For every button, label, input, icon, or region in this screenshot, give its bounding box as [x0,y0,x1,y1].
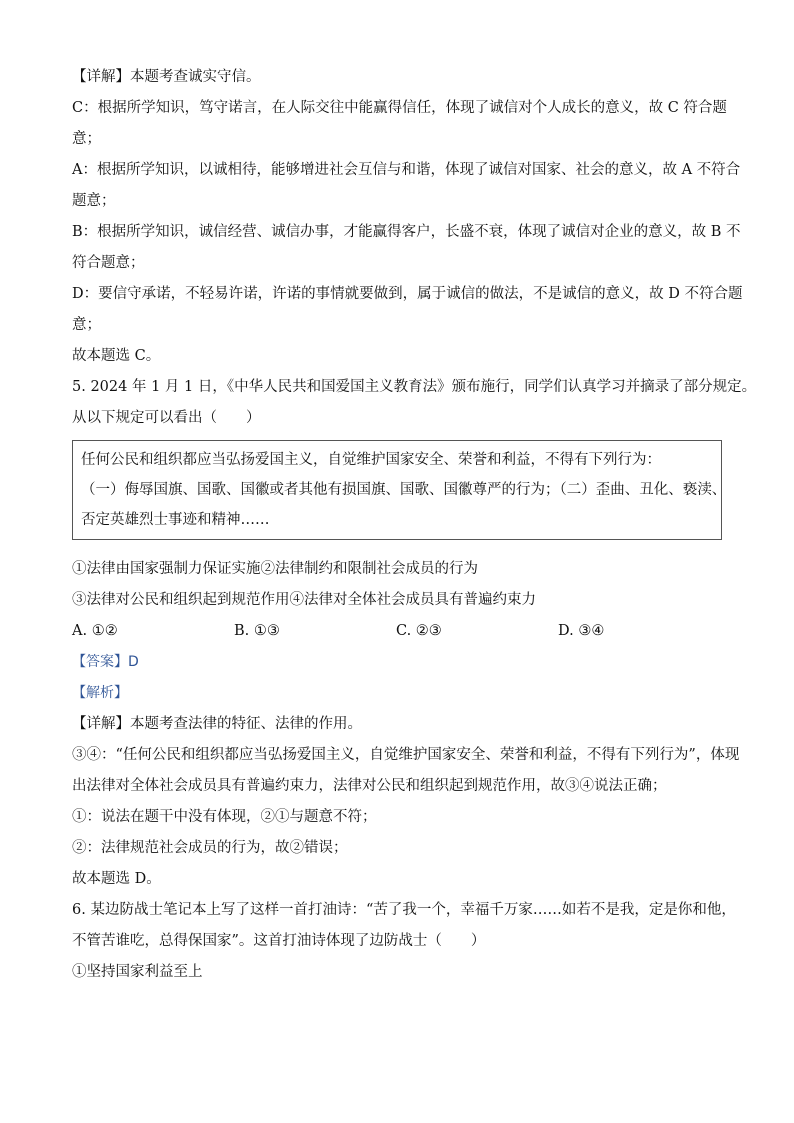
explanation-line: 出法律对全体社会成员具有普遍约束力，法律对公民和组织起到规范作用，故③④说法正确； [72,778,667,794]
statement-line: ③法律对公民和组织起到规范作用④法律对全体社会成员具有普遍约束力 [72,592,536,608]
prev-detail-heading: 【详解】本题考查诚实守信。 [72,69,261,85]
law-excerpt-box [72,440,727,540]
law-excerpt-line: 任何公民和组织都应当弘扬爱国主义，自觉维护国家安全、荣誉和利益，不得有下列行为： [81,452,661,468]
question-5-stem: 从以下规定可以看出（ ） [72,410,261,426]
answer-label: 【答案】D [72,654,139,670]
prev-explanation-line: 意； [72,317,101,333]
option-a: A. ①② [72,623,118,639]
question-6-stem: 6. 某边防战士笔记本上写了这样一首打油诗：“苦了我一个，幸福千万家……如若不是我，定是你和他， [72,902,736,918]
prev-explanation-line: B：根据所学知识，诚信经营、诚信办事，才能赢得客户，长盛不衰，体现了诚信对企业的意义，故 B 不 [72,224,741,240]
detail-heading: 【详解】本题考查法律的特征、法律的作用。 [72,716,362,732]
law-excerpt-line: 否定英雄烈士事迹和精神…… [81,512,270,528]
answer-options [72,616,724,647]
option-d: D. ③④ [558,623,605,639]
explanation-line: ①：说法在题干中没有体现，②①与题意不符； [72,809,377,825]
explanation-line: ②：法律规范社会成员的行为，故②错误； [72,840,348,856]
question-6-stem: 不管苦谁吃，总得保国家”。这首打油诗体现了边防战士（ ） [72,933,486,949]
law-excerpt-line: （一）侮辱国旗、国歌、国徽或者其他有损国旗、国歌、国徽尊严的行为；（二）歪曲、丑化、亵渎、 [81,482,727,498]
option-b: B. ①③ [234,623,280,639]
conclusion-line: 故本题选 D。 [72,871,161,887]
prev-explanation-line: A：根据所学知识，以诚相待，能够增进社会互信与和谐，体现了诚信对国家、社会的意义，故 A 不符合 [72,162,741,178]
question-5-stem: 5. 2024 年 1 月 1 日，《中华人民共和国爱国主义教育法》颁布施行，同学们认真学习并摘录了部分规定。 [72,379,757,395]
document-page [72,62,757,988]
statement-line: ①法律由国家强制力保证实施②法律制约和限制社会成员的行为 [72,561,478,577]
prev-conclusion: 故本题选 C。 [72,348,161,364]
option-c: C. ②③ [396,623,442,639]
explanation-line: ③④：“任何公民和组织都应当弘扬爱国主义，自觉维护国家安全、荣誉和利益，不得有下列行为”，体现 [72,747,740,763]
statement-line: ①坚持国家利益至上 [72,964,203,980]
prev-explanation-line: 意； [72,131,101,147]
prev-explanation-line: D：要信守承诺，不轻易许诺，许诺的事情就要做到，属于诚信的做法，不是诚信的意义，故 D 不符合题 [72,286,743,302]
prev-explanation-line: 题意； [72,193,116,209]
analysis-label: 【解析】 [72,685,128,701]
prev-explanation-line: 符合题意； [72,255,145,271]
prev-explanation-line: C：根据所学知识，笃守诺言，在人际交往中能赢得信任，体现了诚信对个人成长的意义，故 C 符合题 [72,100,727,116]
